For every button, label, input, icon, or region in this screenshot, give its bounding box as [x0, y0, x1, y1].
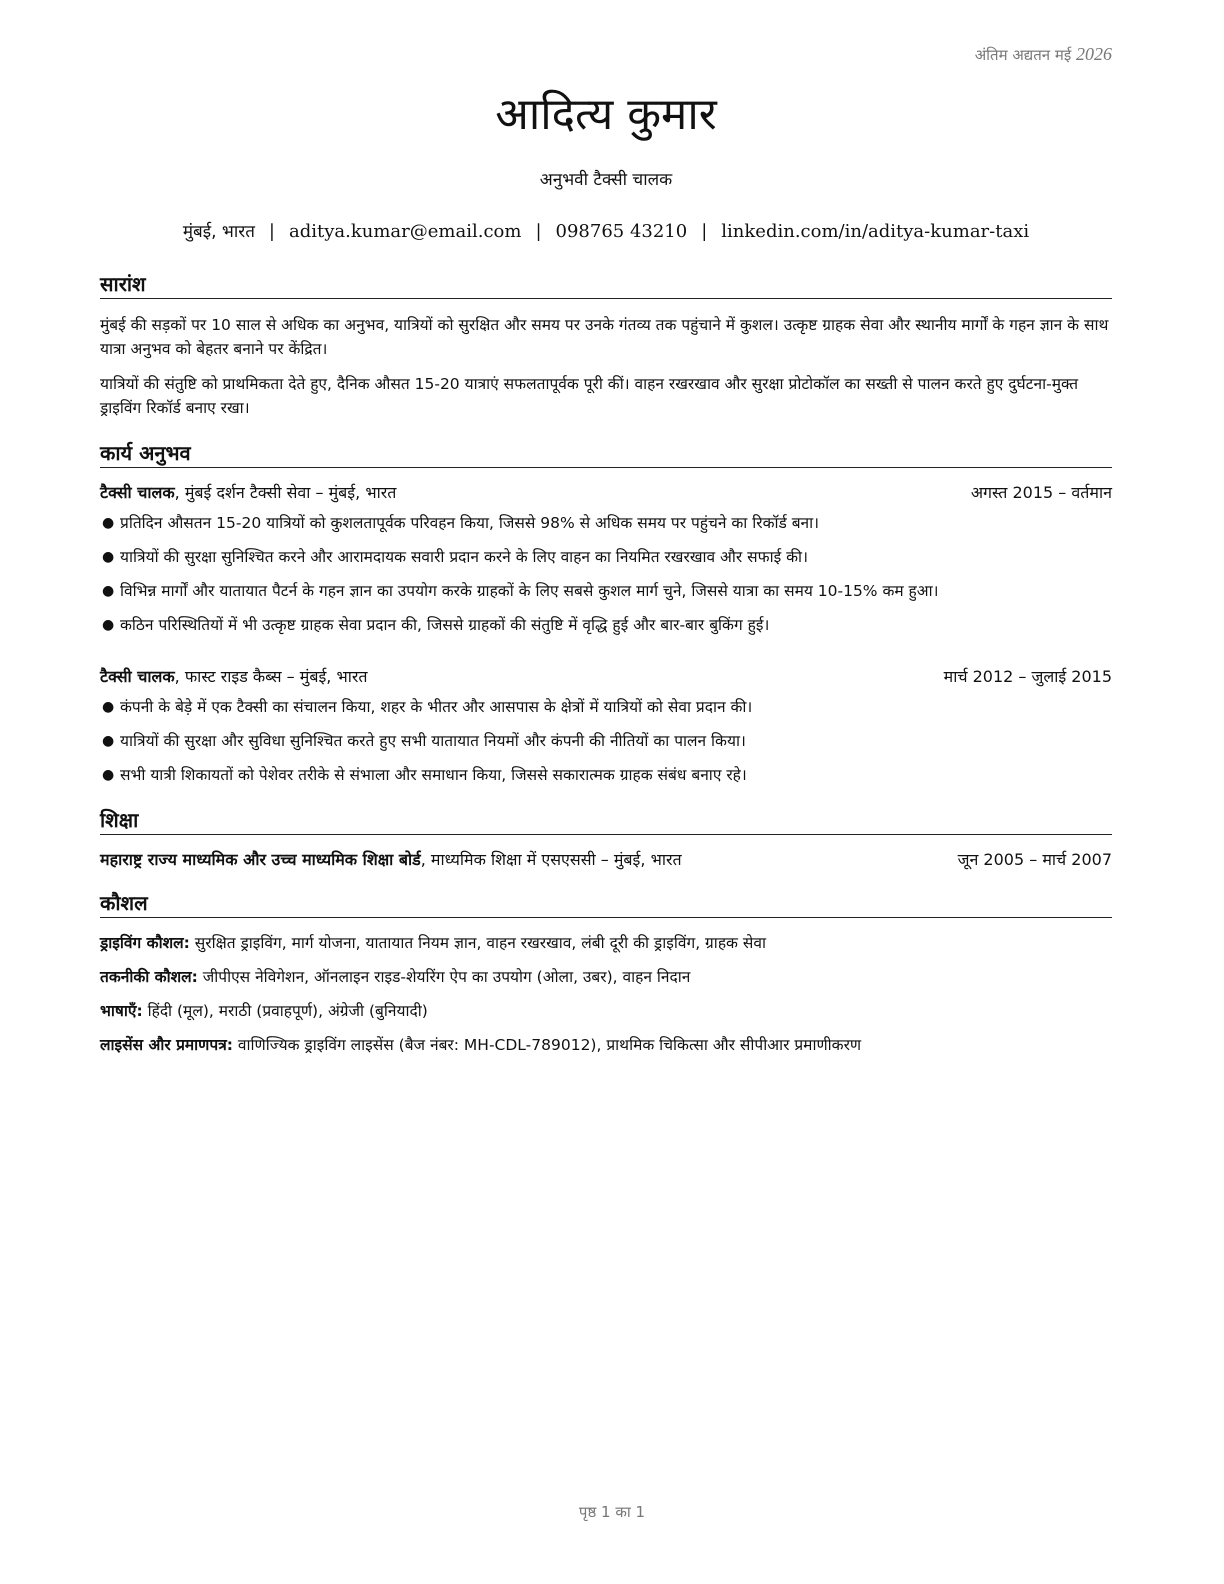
bullet-text: विभिन्न मार्गों और यातायात पैटर्न के गहन ज्ञान का उपयोग करके ग्राहकों के लिए सबसे कुशल मार्ग चुने, जिससे यात्रा का समय 10-15% कम हुआ। — [120, 582, 939, 600]
skill-line — [100, 998, 1112, 1024]
section-heading-skills — [100, 888, 1112, 918]
last-updated-label: अंतिम अद्यतन मई — [974, 46, 1072, 64]
summary-paragraph: मुंबई की सड़कों पर 10 साल से अधिक का अनुभव, यात्रियों को सुरक्षित और समय पर उनके गंतव्य तक पहुंचाने में कुशल। उत्कृष्ट ग्राहक सेवा और स्थानीय मार्गों के गहन ज्ञान के साथ यात्रा अनुभव को बेहतर बनाने पर केंद्रित। — [100, 316, 1109, 358]
job-title: टैक्सी चालक — [100, 667, 175, 686]
contact-email[interactable]: aditya.kumar@email.com — [288, 221, 522, 242]
skill-value: वाणिज्यिक ड्राइविंग लाइसेंस (बैज नंबर: MH-CDL-789012), प्राथमिक चिकित्सा और सीपीआर प्रमाणीकरण — [232, 1036, 862, 1054]
education-entry — [100, 848, 1112, 872]
skill-label: तकनीकी कौशल: — [100, 968, 198, 986]
skill-line — [100, 930, 1112, 956]
separator: | — [535, 221, 542, 242]
job-bullet — [100, 613, 1112, 637]
candidate-name: आदित्य कुमार — [495, 89, 717, 140]
job-bullet — [100, 579, 1112, 603]
separator: | — [701, 221, 708, 242]
bullet-icon: ● — [102, 515, 115, 531]
last-updated — [975, 44, 1112, 65]
education-dates: जून 2005 – मार्च 2007 — [957, 850, 1112, 869]
contact-phone: 098765 43210 — [555, 221, 688, 242]
bullet-icon: ● — [102, 733, 115, 749]
education-institution: महाराष्ट्र राज्य माध्यमिक और उच्च माध्यमिक शिक्षा बोर्ड — [100, 850, 421, 869]
skill-line — [100, 964, 1112, 990]
bullet-text: यात्रियों की सुरक्षा सुनिश्चित करने और आरामदायक सवारी प्रदान करने के लिए वाहन का नियमित रखरखाव और सफाई की। — [120, 548, 808, 566]
skill-value: सुरक्षित ड्राइविंग, मार्ग योजना, यातायात नियम ज्ञान, वाहन रखरखाव, लंबी दूरी की ड्राइविंग, ग्राहक सेवा — [189, 934, 766, 952]
job-bullet — [100, 695, 1112, 719]
bullet-icon: ● — [102, 767, 115, 783]
skill-label: ड्राइविंग कौशल: — [100, 934, 190, 952]
section-heading-summary — [100, 269, 1112, 299]
skill-label: भाषाएँ: — [100, 1002, 143, 1020]
section-heading-text: शिक्षा — [100, 808, 139, 832]
job-bullet — [100, 729, 1112, 753]
job-title: टैक्सी चालक — [100, 483, 175, 502]
job-bullet — [100, 763, 1112, 787]
bullet-text: कंपनी के बेड़े में एक टैक्सी का संचालन किया, शहर के भीतर और आसपास के क्षेत्रों में यात्रियों को सेवा प्रदान की। — [120, 698, 753, 716]
bullet-text: कठिन परिस्थितियों में भी उत्कृष्ट ग्राहक सेवा प्रदान की, जिससे ग्राहकों की संतुष्टि में वृद्धि हुई और बार-बार बुकिंग हुई। — [120, 616, 770, 634]
job-header — [100, 665, 1112, 689]
skill-label: लाइसेंस और प्रमाणपत्र: — [100, 1036, 233, 1054]
bullet-icon: ● — [102, 617, 115, 633]
section-heading-experience — [100, 438, 1112, 468]
contact-location: मुंबई, भारत — [182, 222, 255, 242]
section-heading-education — [100, 805, 1112, 835]
bullet-text: यात्रियों की सुरक्षा और सुविधा सुनिश्चित करते हुए सभी यातायात नियमों और कंपनी की नीतियों का पालन किया। — [120, 732, 746, 750]
job-header — [100, 481, 1112, 505]
job-dates: अगस्त 2015 – वर्तमान — [970, 483, 1112, 502]
bullet-icon: ● — [102, 549, 115, 565]
job-dates: मार्च 2012 – जुलाई 2015 — [943, 667, 1112, 686]
job-title: अनुभवी टैक्सी चालक — [539, 170, 673, 190]
skill-value: जीपीएस नेविगेशन, ऑनलाइन राइड-शेयरिंग ऐप का उपयोग (ओला, उबर), वाहन निदान — [197, 968, 691, 986]
summary-paragraph: यात्रियों की संतुष्टि को प्राथमिकता देते हुए, दैनिक औसत 15-20 यात्राएं सफलतापूर्वक पूरी कीं। वाहन रखरखाव और सुरक्षा प्रोटोकॉल का सख्ती से पालन करते हुए दुर्घटना-मुक्त ड्राइविंग रिकॉर्ड बनाए रखा। — [100, 375, 1079, 417]
skill-line — [100, 1032, 1112, 1058]
bullet-text: सभी यात्री शिकायतों को पेशेवर तरीके से संभाला और समाधान किया, जिससे सकारात्मक ग्राहक संबंध बनाए रहे। — [120, 766, 747, 784]
education-detail: , माध्यमिक शिक्षा में एसएससी – मुंबई, भारत — [420, 850, 682, 869]
job-bullet — [100, 511, 1112, 535]
bullet-text: प्रतिदिन औसतन 15-20 यात्रियों को कुशलतापूर्वक परिवहन किया, जिससे 98% से अधिक समय पर पहुंचने का रिकॉर्ड बना। — [120, 514, 820, 532]
last-updated-year: 2026 — [1076, 44, 1112, 64]
separator: | — [268, 221, 275, 242]
resume-page — [100, 0, 1112, 1584]
page-number: पृष्ठ 1 का 1 — [578, 1503, 646, 1521]
bullet-icon: ● — [102, 583, 115, 599]
job-org: , मुंबई दर्शन टैक्सी सेवा – मुंबई, भारत — [174, 483, 397, 502]
section-heading-text: सारांश — [100, 272, 146, 296]
skill-value: हिंदी (मूल), मराठी (प्रवाहपूर्ण), अंग्रेजी (बुनियादी) — [142, 1002, 428, 1020]
job-org: , फास्ट राइड कैब्स – मुंबई, भारत — [174, 667, 368, 686]
job-bullet — [100, 545, 1112, 569]
section-heading-text: कार्य अनुभव — [100, 441, 191, 465]
contact-line — [100, 219, 1112, 242]
section-heading-text: कौशल — [100, 891, 148, 915]
contact-linkedin[interactable]: linkedin.com/in/aditya-kumar-taxi — [721, 221, 1030, 242]
bullet-icon: ● — [102, 699, 115, 715]
